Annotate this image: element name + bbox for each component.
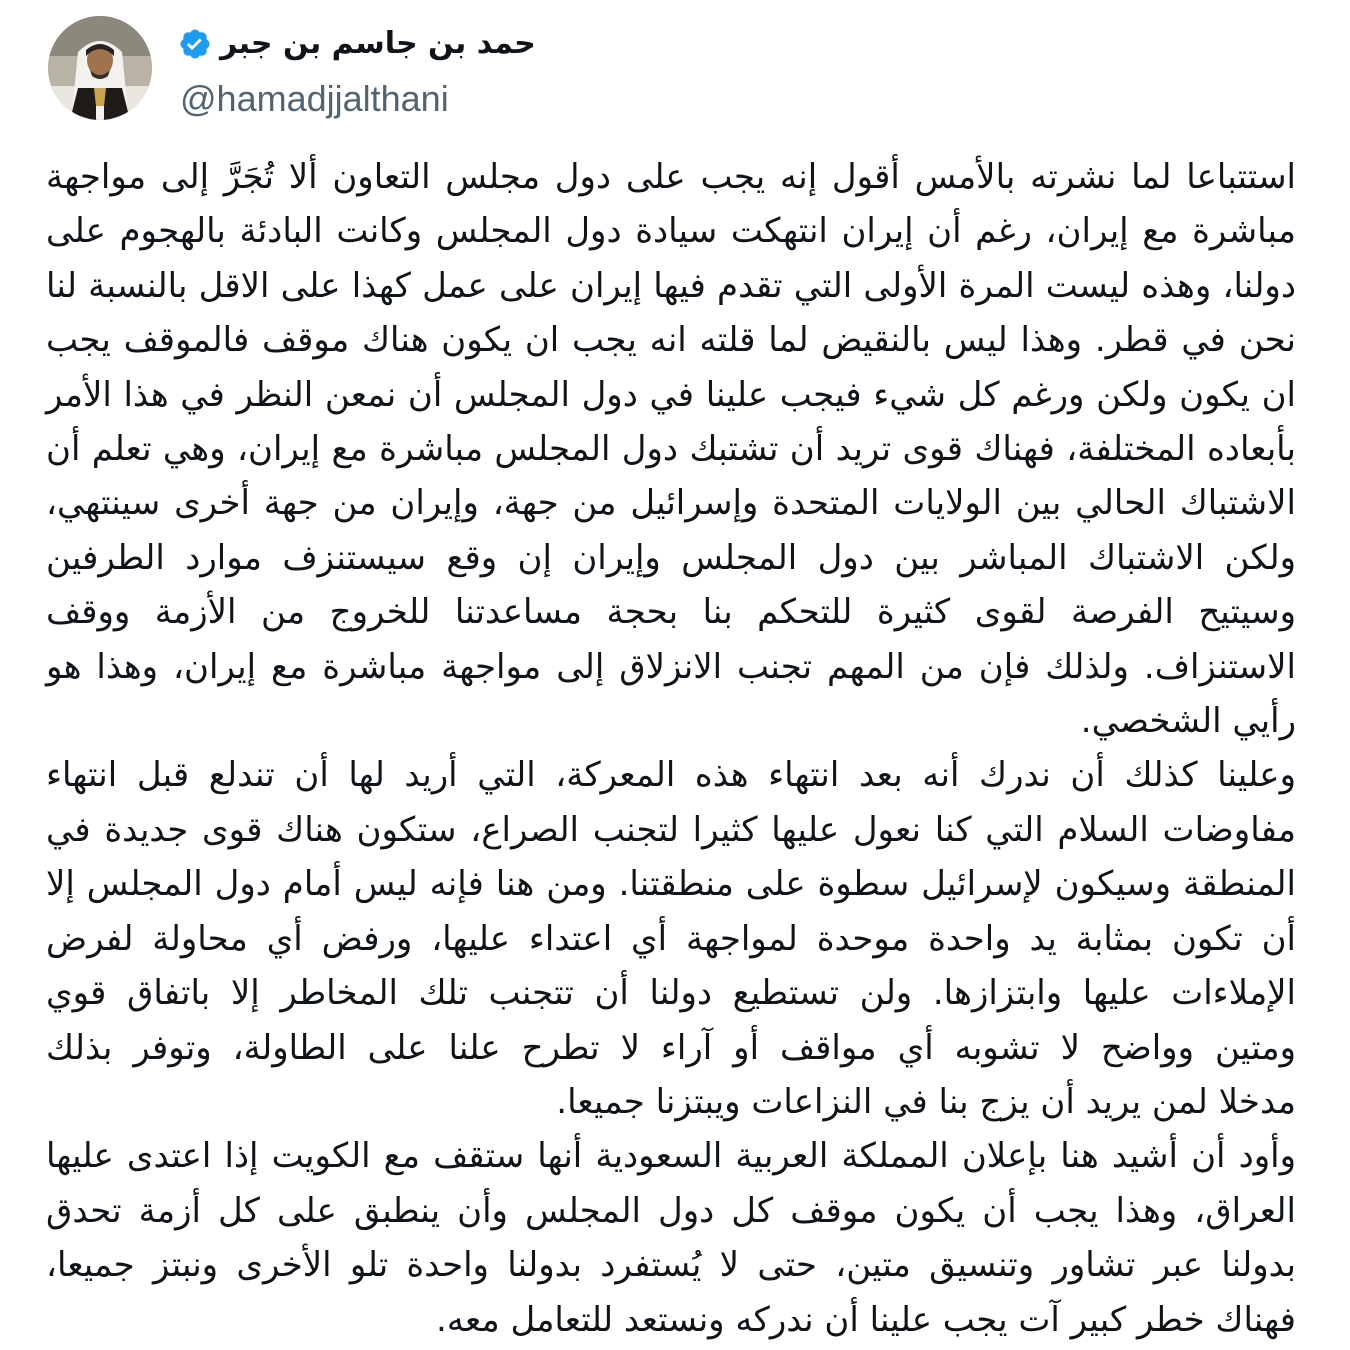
tweet-line: مفاوضات السلام التي كنا نعول عليها كثيرا لتجنب الصراع، ستكون هناك قوى جديدة في [46, 809, 1296, 850]
author-name-row[interactable] [178, 26, 536, 61]
tweet-line: استتباعا لما نشرته بالأمس أقول إنه يجب على دول مجلس التعاون ألا تُجَرَّ إلى مواجهة [46, 157, 1296, 197]
user-handle[interactable]: @hamadjjalthani [180, 78, 449, 119]
tweet-header [0, 12, 1350, 132]
tweet-line: العراق، وهذا يجب أن يكون موقف كل دول المجلس وأن ينطبق على كل أزمة تحدق [46, 1190, 1296, 1231]
tweet-line: ومتين وواضح لا تشوبه أي مواقف أو آراء لا تطرح علنا على الطاولة، وتوفر بذلك [46, 1027, 1296, 1068]
tweet-paragraph [46, 748, 1296, 1129]
tweet-paragraph [46, 150, 1296, 748]
tweet-line: بدولنا عبر تشاور وتنسيق متين، حتى لا يُستفرد بدولنا واحدة تلو الأخرى ونبتز جميعا، [46, 1245, 1296, 1286]
tweet-line: مدخلا لمن يريد أن يزج بنا في النزاعات ويبتزنا جميعا. [556, 1081, 1296, 1122]
verified-badge-icon [178, 27, 212, 61]
tweet-line: فهناك خطر كبير آت يجب علينا أن ندركه ونستعد للتعامل معه. [436, 1299, 1296, 1340]
avatar-image [48, 16, 152, 120]
tweet-line: وسيتيح الفرصة لقوى كثيرة للتحكم بنا بحجة مساعدتنا للخروج من الأزمة ووقف [46, 592, 1296, 633]
tweet-line: بأبعاده المختلفة، فهناك قوى تريد أن تشتبك دول المجلس مباشرة مع إيران، وهي تعلم أن [46, 429, 1296, 470]
tweet-line: أن تكون بمثابة يد واحدة موحدة لمواجهة أي اعتداء عليها، ورفض أي محاولة لفرض [46, 918, 1296, 959]
tweet-line: وأود أن أشيد هنا بإعلان المملكة العربية السعودية أنها ستقف مع الكويت إذا اعتدى عليها [46, 1136, 1296, 1177]
tweet-line: ولكن الاشتباك المباشر بين دول المجلس وإيران إن وقع سيستنزف موارد الطرفين [46, 537, 1296, 578]
tweet-line: ان يكون ولكن ورغم كل شيء فيجب علينا في دول المجلس أن نمعن النظر في هذا الأمر [46, 374, 1296, 415]
tweet-line: الاشتباك الحالي بين الولايات المتحدة وإسرائيل من جهة، وإيران من جهة أخرى سينتهي، [46, 483, 1296, 524]
tweet-line: وعلينا كذلك أن ندرك أنه بعد انتهاء هذه المعركة، التي أريد لها أن تندلع قبل انتهاء [46, 755, 1296, 796]
tweet-line: رأيي الشخصي. [1080, 701, 1296, 742]
tweet-paragraph [46, 1129, 1296, 1347]
display-name[interactable]: حمد بن جاسم بن جبر [220, 26, 536, 61]
tweet-line: دولنا، وهذه ليست المرة الأولى التي تقدم فيها إيران على عمل كهذا على الاقل بالنسبة لنا [46, 265, 1296, 306]
tweet-line: نحن في قطر. وهذا ليس بالنقيض لما قلته انه يجب ان يكون هناك موقف فالموقف يجب [46, 320, 1296, 361]
tweet-line: الإملاءات عليها وابتزازها. ولن تستطيع دولنا أن تتجنب تلك المخاطر إلا باتفاق قوي [46, 973, 1296, 1014]
profile-photo-icon[interactable] [48, 16, 152, 120]
tweet-body [46, 150, 1296, 1347]
tweet-line: مباشرة مع إيران، رغم أن إيران انتهكت سيادة دول المجلس وكانت البادئة بالهجوم على [46, 211, 1296, 252]
tweet-line: المنطقة وسيكون لإسرائيل سطوة على منطقتنا. ومن هنا فإنه ليس أمام دول المجلس إلا [46, 864, 1296, 905]
tweet-line: الاستنزاف. ولذلك فإن من المهم تجنب الانزلاق إلى مواجهة مباشرة مع إيران، وهذا هو [46, 646, 1296, 687]
